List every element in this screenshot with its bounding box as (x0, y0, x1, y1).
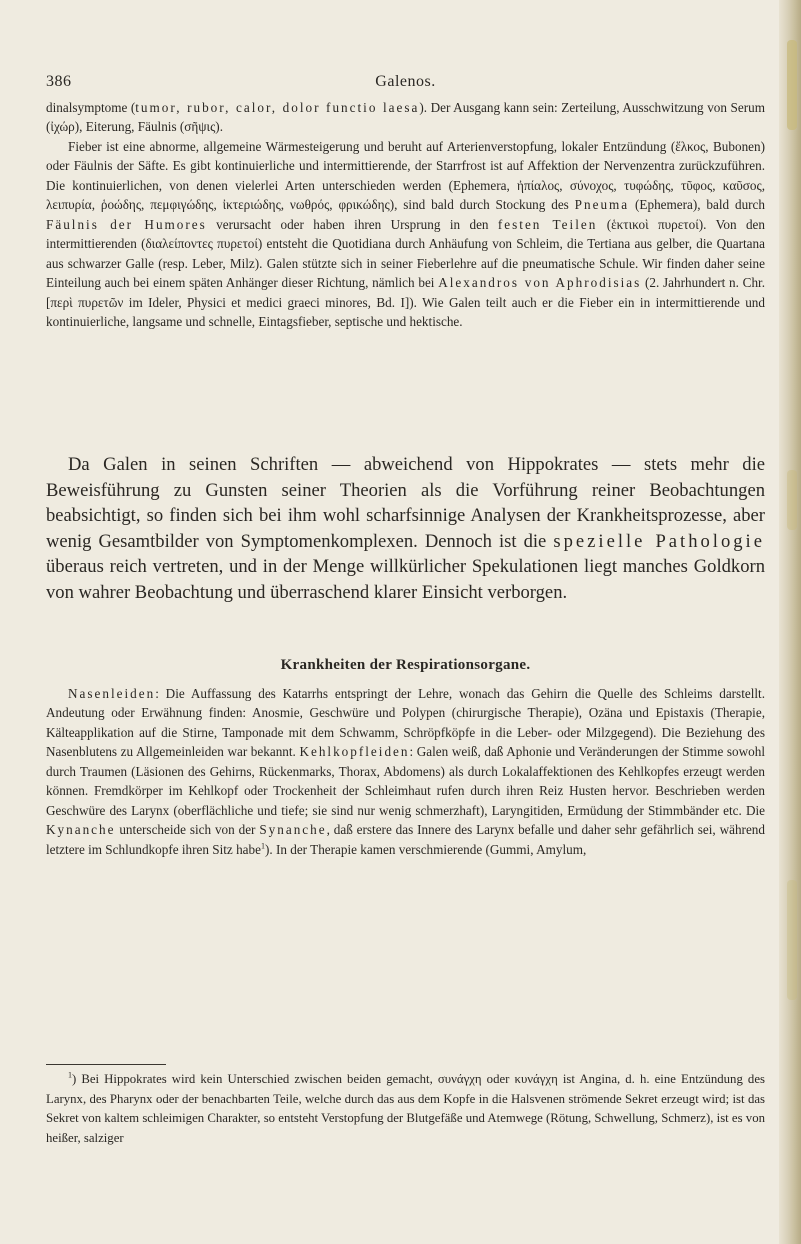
running-title: Galenos. (375, 73, 436, 90)
section-heading: Krankheiten der Respirationsorgane. (280, 657, 531, 673)
stain (787, 40, 797, 130)
paragraph: dinalsymptome (tumor, rubor, calor, dolor functio laesa). Der Ausgang kann sein: Zerteilung, Ausschwitzung von Serum (ἰχώρ), Eiterung, Fäulnis (σῆψις). (46, 100, 765, 135)
footnote-rule (46, 1064, 166, 1065)
body-text-bottom (46, 684, 765, 859)
page-number: 386 (46, 73, 72, 90)
page-header (46, 73, 765, 95)
emphasis-paragraph: Da Galen in seinen Schriften — abweichend von Hippokrates — stets mehr die Beweisführung zu Gunsten seiner Theorien als die Vorführung reiner Beobachtungen beabsichtigt, so finden sich bei ihm wohl scharfsinnige Analysen der Krankheitsprozesse, aber wenig Gesamtbilder von Symptomenkomplexen. Dennoch ist die spezielle Pathologie überaus reich vertreten, und in der Menge willkürlicher Spekulationen liegt manches Goldkorn von wahrer Beobachtung und überraschend klarer Einsicht verborgen. (46, 454, 765, 603)
footnote: $^1$) Bei Hippokrates wird kein Unterschied zwischen beiden gemacht, συνάγχη oder κυνάγχη ist Angina, d. h. eine Entzündung des Larynx, des Pharynx oder der benachbarten Teile, welche durch das aus dem Kopfe in die Halsvenen strömende Sekret erzeugt wird; ist das Sekret von kaltem schleimigen Charakter, so entsteht Verstopfung der Blutgefäße und Atemwege (Rötung, Schwellung, Schmerz), ist es von heißer, salziger (46, 1070, 765, 1145)
stain (787, 880, 797, 1000)
body-text-top (46, 98, 765, 331)
paragraph: Fieber ist eine abnorme, allgemeine Wärmesteigerung und beruht auf Arterienverstopfung, lokaler Entzündung (ἕλκος, Bubonen) oder Fäulnis der Säfte. Es gibt kontinuierliche und intermittierende, der Starrfrost ist auf Affektion der Nervenzentra zurückzuführen. Die kontinuierlichen, von denen vielerlei Arten unterschieden werden (Ephemera, ἠπίαλος, σύνοχος, τυφώδης, τῦφος, καῦσος, λειπυρία, ῥοώδης, πεμφιγώδης, ἰκτεριώδης, νωθρός, φρικώδης), sind bald durch Stockung des Pneuma (Ephemera), bald durch Fäulnis der Humores verursacht oder haben ihren Ursprung in den festen Teilen (ἑκτικοὶ πυρετοί). Von den intermittierenden (διαλείποντες πυρετοί) entsteht die Quotidiana durch Anhäufung von Schleim, die Tertiana aus gelber, die Quartana aus schwarzer Galle (resp. Leber, Milz). Galen stützte sich in seiner Fieberlehre auf die pneumatische Schule. Wir finden daher seine Einteilung auch bei einem späten Anhänger dieser Richtung, nämlich bei Alexandros von Aphrodisias (2. Jahrhundert n. Chr. [περὶ πυρετῶν im Ideler, Physici et medici graeci minores, Bd. I]). Wie Galen teilt auch er die Fieber ein in intermittierende und kontinuierliche, langsame und schnelle, Eintagsfieber, septische und hektische. (46, 138, 766, 329)
paragraph: Nasenleiden: Die Auffassung des Katarrhs entspringt der Lehre, wonach das Gehirn die Quelle des Schleims darstellt. Andeutung oder Erwähnung finden: Anosmie, Geschwüre und Polypen (chirurgische Therapie), Ozäna und Epistaxis (Therapie, Kälteapplikation auf die Stirne, Tamponade mit dem Schwamm, Schröpfköpfe in die Leber- oder Milzgegend). Die Beziehung des Nasenblutens zu Allgemeinleiden war bekannt. Kehlkopfleiden: Galen weiß, daß Aphonie und Veränderungen der Stimme sowohl durch Traumen (Läsionen des Gehirns, Rückenmarks, Thorax, Abdomens) als durch Lokalaffektionen des Kehlkopfes erzeugt werden können. Fremdkörper im Kehlkopf oder Trockenheit der Schleimhaut rufen durch ihren Reiz Husten hervor. Beschrieben werden Geschwüre des Larynx (oberflächliche und tiefe; sie sind nur wenig schmerzhaft), Laryngitiden, Ermüdung der Stimmbänder etc. Die Kynanche unterscheide sich von der Synanche, daß erstere das Innere des Larynx befalle und daher sehr gefährlich sei, während letztere im Schlundkopfe ihren Sitz habe$^1$). In der Therapie kamen verschmierende (Gummi, Amylum, (46, 686, 765, 857)
stain (787, 470, 797, 530)
page-edge (779, 0, 801, 1244)
footnote-marker: 1 (260, 841, 265, 851)
